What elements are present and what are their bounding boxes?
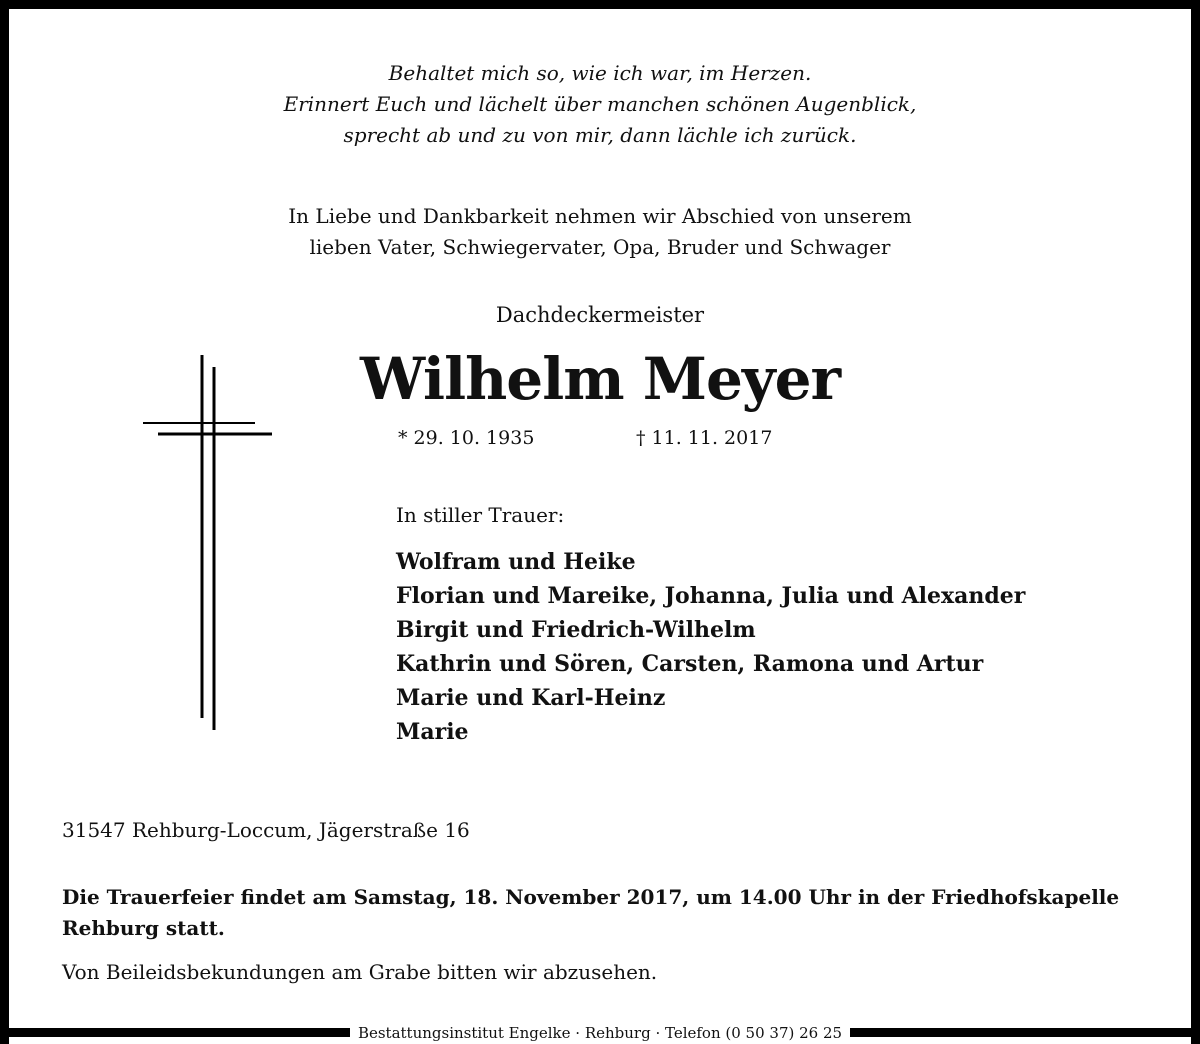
funeral-line: Rehburg statt. <box>62 916 225 940</box>
mourner-line: Birgit und Friedrich-Wilhelm <box>396 617 756 643</box>
footer-rule-right <box>850 1028 1200 1037</box>
mourner-line: Florian und Mareike, Johanna, Julia und Alexander <box>396 583 1026 609</box>
condolence-note: Von Beileidsbekundungen am Grabe bitten wir abzusehen. <box>62 960 658 984</box>
mourners-list <box>396 545 1025 749</box>
intro-line: In Liebe und Dankbarkeit nehmen wir Abschied von unserem <box>288 204 912 228</box>
death-date: † 11. 11. 2017 <box>636 427 773 449</box>
address: 31547 Rehburg-Loccum, Jägerstraße 16 <box>62 818 470 842</box>
poem <box>0 58 1200 151</box>
deceased-name: Wilhelm Meyer <box>359 345 841 413</box>
cross-icon <box>140 355 275 735</box>
funeral-notice <box>62 882 1152 944</box>
poem-line: Erinnert Euch und lächelt über manchen schönen Augenblick, <box>283 92 917 116</box>
mourner-line: Kathrin und Sören, Carsten, Ramona und Artur <box>396 651 984 677</box>
mourner-line: Marie <box>396 719 469 745</box>
mourner-line: Marie und Karl-Heinz <box>396 685 666 711</box>
mourning-label: In stiller Trauer: <box>396 503 565 527</box>
poem-line: Behaltet mich so, wie ich war, im Herzen. <box>388 61 812 85</box>
funeral-line: Die Trauerfeier findet am Samstag, 18. November 2017, um 14.00 Uhr in der Friedhofskapelle <box>62 885 1120 909</box>
mourner-line: Wolfram und Heike <box>396 549 636 575</box>
intro-text <box>0 201 1200 263</box>
footer-rule-left <box>0 1028 350 1037</box>
profession: Dachdeckermeister <box>495 303 705 327</box>
footer-bar <box>0 1021 1200 1044</box>
poem-line: sprecht ab und zu von mir, dann lächle ich zurück. <box>343 123 857 147</box>
intro-line: lieben Vater, Schwiegervater, Opa, Bruder und Schwager <box>309 235 891 259</box>
birth-date: * 29. 10. 1935 <box>398 427 535 449</box>
footer-text: Bestattungsinstitut Engelke · Rehburg · Telefon (0 50 37) 26 25 <box>357 1023 843 1042</box>
